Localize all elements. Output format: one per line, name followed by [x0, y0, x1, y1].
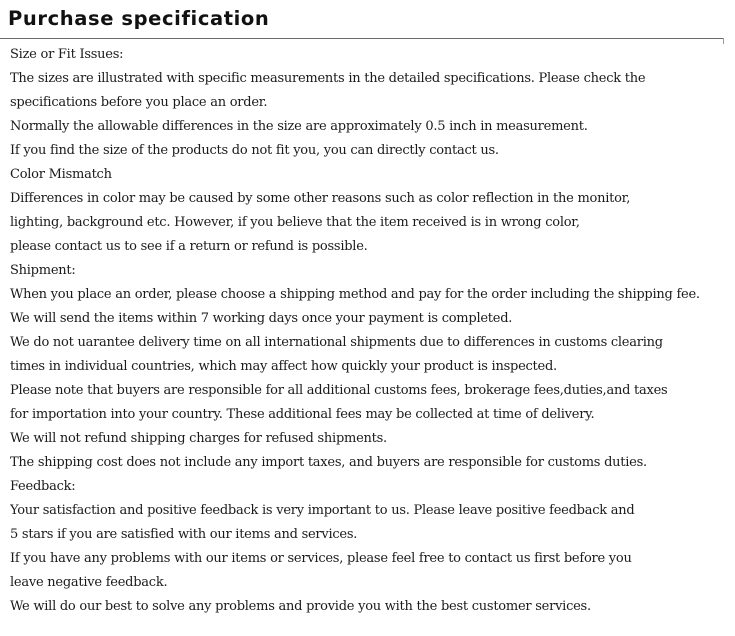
text-line: for importation into your country. These additional fees may be collected at time of delivery. [10, 407, 595, 422]
section-heading-shipment: Shipment: [10, 263, 76, 278]
page-title: Purchase specification [8, 7, 270, 30]
text-line: We will send the items within 7 working days once your payment is completed. [10, 311, 513, 326]
text-line: If you have any problems with our items or services, please feel free to contact us first before you [10, 551, 632, 566]
text-line: times in individual countries, which may affect how quickly your product is inspected. [10, 359, 557, 374]
text-line: If you find the size of the products do not fit you, you can directly contact us. [10, 143, 499, 158]
text-line: lighting, background etc. However, if you believe that the item received is in wrong color, [10, 215, 580, 230]
text-line: The shipping cost does not include any import taxes, and buyers are responsible for customs duties. [10, 455, 647, 470]
title-divider [0, 38, 724, 39]
text-line: We will not refund shipping charges for refused shipments. [10, 431, 387, 446]
text-line: please contact us to see if a return or refund is possible. [10, 239, 368, 254]
specification-body [10, 43, 732, 619]
section-heading-color-mismatch: Color Mismatch [10, 167, 112, 182]
text-line: Differences in color may be caused by some other reasons such as color reflection in the monitor, [10, 191, 631, 206]
text-line: specifications before you place an order. [10, 95, 268, 110]
text-line: Please note that buyers are responsible for all additional customs fees, brokerage fees,duties,and taxes [10, 383, 668, 398]
text-line: Normally the allowable differences in the size are approximately 0.5 inch in measurement. [10, 119, 588, 134]
text-line: When you place an order, please choose a shipping method and pay for the order including the shipping fee. [10, 287, 700, 302]
text-line: leave negative feedback. [10, 575, 168, 590]
text-line: The sizes are illustrated with specific measurements in the detailed specifications. Please check the [10, 71, 646, 86]
text-line: Your satisfaction and positive feedback is very important to us. Please leave positive feedback and [10, 503, 635, 518]
section-heading-size-fit: Size or Fit Issues: [10, 47, 124, 62]
section-heading-feedback: Feedback: [10, 479, 76, 494]
text-line: We will do our best to solve any problems and provide you with the best customer services. [10, 599, 591, 614]
text-line: We do not uarantee delivery time on all international shipments due to differences in customs clearing [10, 335, 663, 350]
text-line: 5 stars if you are satisfied with our items and services. [10, 527, 358, 542]
